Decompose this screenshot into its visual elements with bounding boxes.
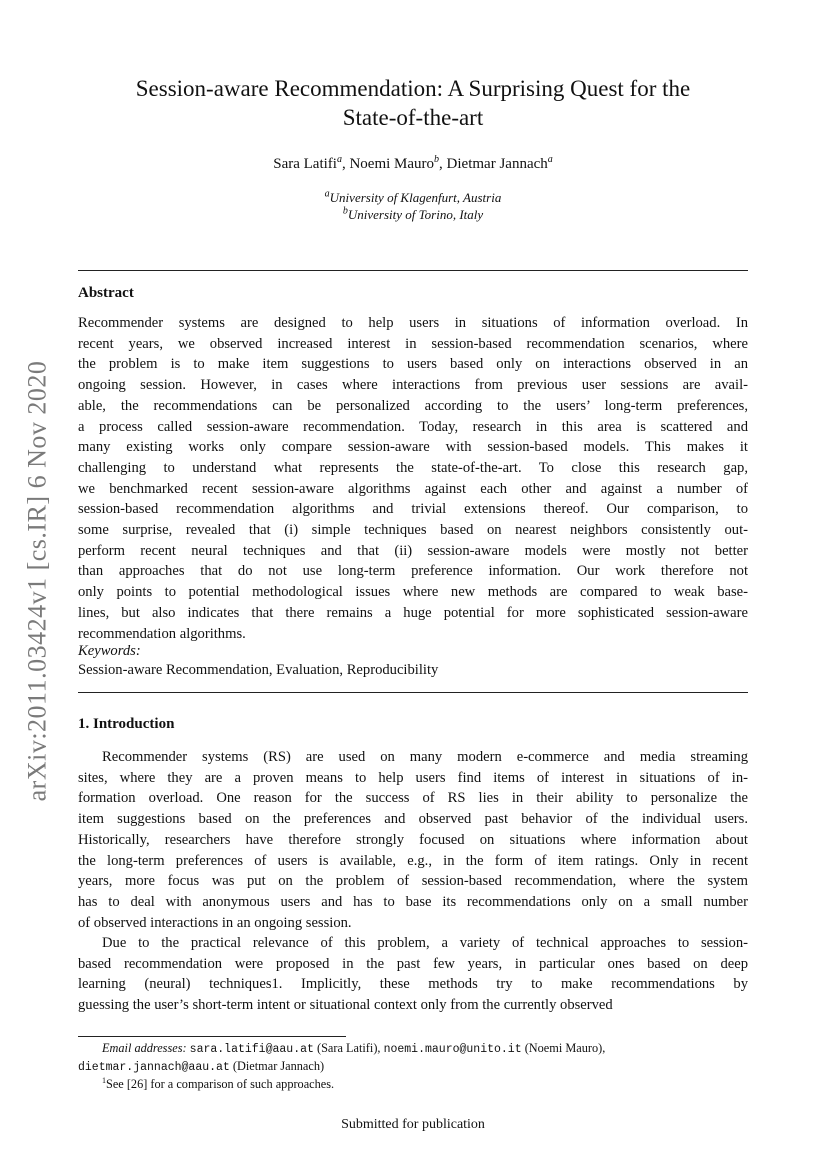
abstract-heading: Abstract bbox=[78, 285, 134, 301]
abstract-line: able, the recommendations can be personalized according to the users’ long-term preferences, bbox=[78, 397, 748, 414]
footnote-1 bbox=[78, 1076, 748, 1093]
affiliation-text: University of Klagenfurt, Austria bbox=[329, 190, 502, 205]
introduction-paragraph-2 bbox=[78, 933, 748, 1016]
abstract-line: we benchmarked recent session-aware algorithms against each other and against a number of bbox=[78, 480, 748, 497]
email-label: Email addresses: bbox=[102, 1041, 187, 1055]
abstract-top-rule bbox=[78, 270, 748, 271]
affiliation bbox=[90, 207, 736, 223]
title-line-1: Session-aware Recommendation: A Surprising Quest for the bbox=[135, 76, 691, 101]
author-affil-mark: a bbox=[336, 154, 342, 165]
arxiv-id: arXiv:2011.03424v1 [cs.IR] 6 Nov 2020 bbox=[22, 360, 51, 802]
abstract-bottom-rule bbox=[78, 692, 748, 693]
email-owner: (Dietmar Jannach) bbox=[232, 1059, 325, 1073]
author-name: Noemi Mauro bbox=[349, 156, 435, 172]
email-link[interactable]: dietmar.jannach@aau.at bbox=[78, 1061, 230, 1074]
abstract-line: ongoing session. However, in cases where interactions from previous user sessions are avail- bbox=[78, 377, 748, 394]
keywords-text: Session-aware Recommendation, Evaluation, Reproducibility bbox=[78, 662, 439, 678]
abstract-line: the problem is to make item suggestions to users based only on interactions observed in an bbox=[78, 356, 748, 373]
abstract-line: many existing works only compare session-aware with session-based models. This makes it bbox=[78, 439, 748, 456]
abstract-line: recent years, we observed increased interest in session-based recommendation scenarios, where bbox=[78, 335, 748, 352]
intro-line: learning (neural) techniques1. Implicitly, these methods try to make recommendations by bbox=[78, 976, 748, 993]
introduction-heading: 1. Introduction bbox=[78, 716, 175, 732]
intro-line: years, more focus was put on the problem of session-based recommendation, where the system bbox=[78, 873, 748, 890]
abstract-line: perform recent neural techniques and that (ii) session-aware models were mostly not better bbox=[78, 542, 748, 559]
author-affil-mark: a bbox=[547, 154, 553, 165]
title-line-2: State-of-the-art bbox=[342, 105, 484, 130]
affiliation-text: University of Torino, Italy bbox=[347, 207, 484, 222]
footnote-emails bbox=[78, 1040, 748, 1076]
intro-line: of observed interactions in an ongoing session. bbox=[78, 914, 352, 931]
arxiv-sidebar-stamp bbox=[14, 346, 60, 816]
author-name: Dietmar Jannach bbox=[446, 156, 548, 172]
intro-line: guessing the user’s short-term intent or situational context only from the currently observed bbox=[78, 997, 613, 1014]
intro-line: sites, where they are a proven means to help users find items of interest in situations of in- bbox=[78, 769, 748, 786]
abstract-line: session-based recommendation algorithms and trivial extensions thereof. Our comparison, to bbox=[78, 501, 748, 518]
abstract-line: only points to potential methodological issues where new methods are compared to weak base- bbox=[78, 584, 748, 601]
intro-line: item suggestions based on the preferences and observed past behavior of the individual users. bbox=[78, 811, 748, 828]
abstract-line: challenging to understand what represents the state-of-the-art. To close this research gap, bbox=[78, 459, 748, 476]
abstract-body bbox=[78, 313, 748, 644]
abstract-line: recommendation algorithms. bbox=[78, 625, 246, 642]
intro-line: based recommendation were proposed in the past few years, in particular ones based on deep bbox=[78, 955, 748, 972]
intro-line: Historically, researchers have therefore strongly focused on situations where information about bbox=[78, 831, 748, 848]
author-list: Sara Latifi$^a$, Noemi Mauro$^b$, Dietmar Jannach$^a$ bbox=[273, 154, 553, 172]
intro-line: has to deal with anonymous users and has to base its recommendations only on a small number bbox=[78, 893, 748, 910]
email-owner: (Noemi Mauro), bbox=[524, 1041, 606, 1055]
affiliation-mark: a bbox=[324, 188, 330, 200]
keywords-label: Keywords: bbox=[78, 643, 141, 659]
email-owner: (Sara Latifi), bbox=[316, 1041, 381, 1055]
author-name: Sara Latifi bbox=[273, 156, 337, 172]
intro-line: Due to the practical relevance of this problem, a variety of technical approaches to session- bbox=[102, 935, 748, 951]
footnote-text: See [26] for a comparison of such approaches. bbox=[106, 1077, 335, 1091]
submitted-note: Submitted for publication bbox=[341, 1117, 485, 1132]
affiliation-mark: b bbox=[342, 205, 348, 217]
author-affil-mark: b bbox=[434, 154, 440, 165]
abstract-line: lines, but also indicates that there remains a huge potential for more sophisticated session-aware bbox=[78, 604, 748, 621]
abstract-line: some surprise, revealed that (i) simple techniques based on nearest neighbors consistently out- bbox=[78, 522, 748, 539]
introduction-paragraph-1 bbox=[78, 747, 748, 933]
email-link[interactable]: sara.latifi@aau.at bbox=[189, 1043, 314, 1056]
paper-title bbox=[90, 74, 736, 132]
footnote-mark: 1 bbox=[102, 1075, 106, 1085]
footnotes bbox=[78, 1040, 748, 1093]
abstract-line: Recommender systems are designed to help users in situations of information overload. In bbox=[78, 315, 748, 331]
footnote-rule bbox=[78, 1036, 346, 1037]
email-link[interactable]: noemi.mauro@unito.it bbox=[383, 1043, 522, 1056]
intro-line: the long-term preferences of users is available, e.g., in the form of item ratings. Only in recent bbox=[78, 852, 748, 869]
abstract-line: than approaches that do not use long-term preference information. Our work therefore not bbox=[78, 563, 748, 580]
intro-line: Recommender systems (RS) are used on many modern e-commerce and media streaming bbox=[102, 749, 748, 765]
intro-line: formation overload. One reason for the success of RS lies in their ability to personalize the bbox=[78, 790, 748, 807]
affiliation bbox=[90, 190, 736, 206]
abstract-line: a process called session-aware recommendation. Today, research in this area is scattered and bbox=[78, 418, 748, 435]
